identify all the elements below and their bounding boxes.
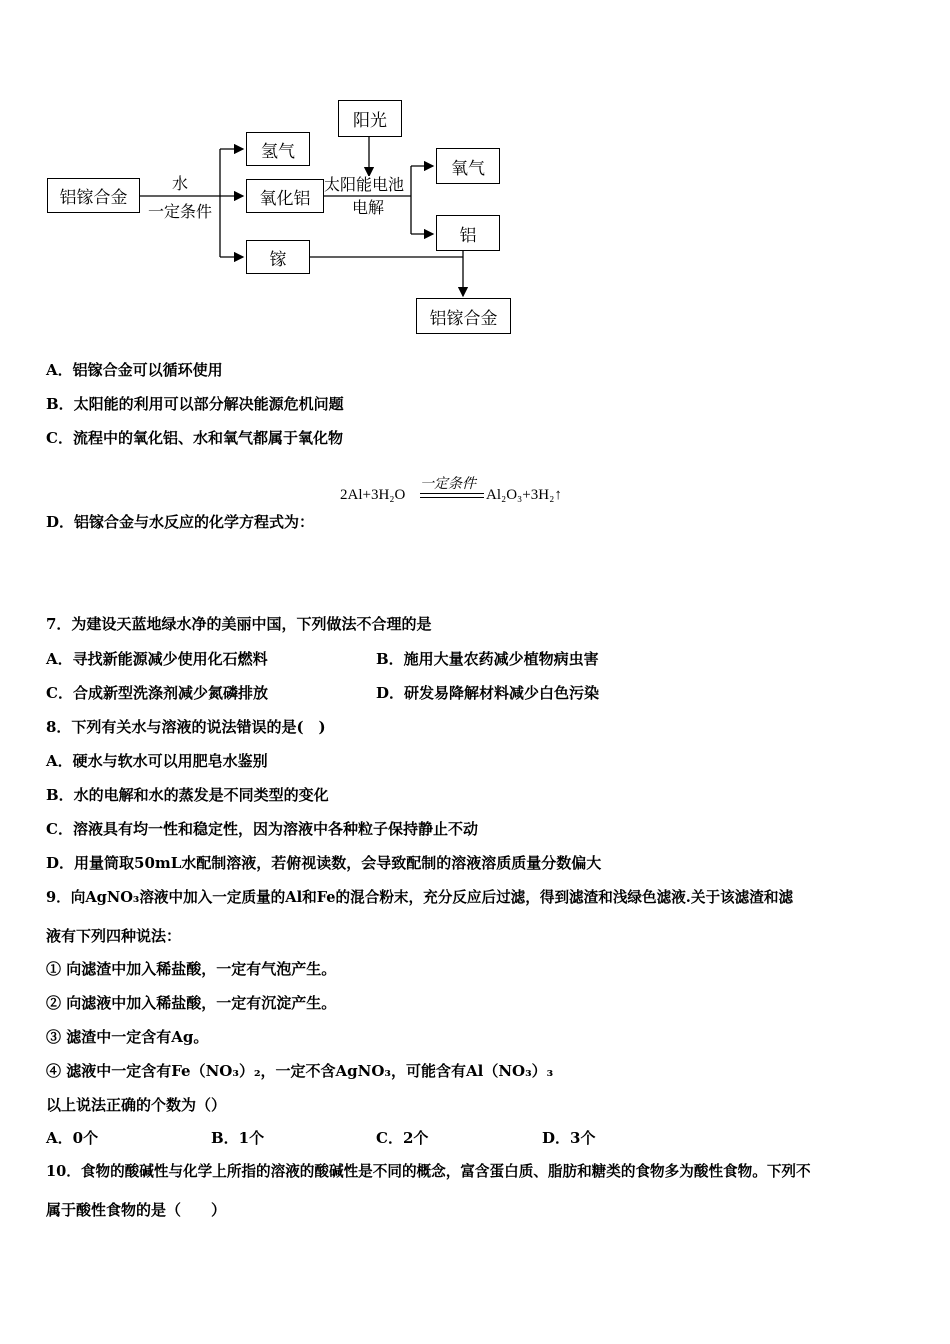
label-electrolysis: 电解 — [352, 198, 385, 217]
q9-stem-line-1: 9．向AgNO₃溶液中加入一定质量的Al和Fe的混合粉末，充分反应后过滤，得到滤渣和浅绿色滤液.关于该滤渣和滤 — [46, 889, 794, 906]
q9-option-b: B．1个 — [211, 1129, 265, 1147]
box-oxygen-label: 氧气 — [451, 158, 485, 179]
q9-option-a: A．0个 — [46, 1129, 99, 1147]
label-water: 水 — [172, 174, 189, 193]
q6-option-d: D．铝镓合金与水反应的化学方程式为： — [46, 513, 315, 531]
q6-option-b: B．太阳能的利用可以部分解决能源危机问题 — [46, 395, 344, 413]
box-alloy-output-label: 铝镓合金 — [429, 308, 498, 329]
q9-statement-1: ① 向滤渣中加入稀盐酸，一定有气泡产生。 — [46, 960, 337, 978]
q9-statement-2: ② 向滤液中加入稀盐酸，一定有沉淀产生。 — [46, 994, 337, 1012]
box-hydrogen — [246, 132, 310, 166]
q6-option-c: C．流程中的氧化铝、水和氧气都属于氧化物 — [46, 429, 343, 447]
q10-stem-line-2: 属于酸性食物的是（ ） — [46, 1201, 227, 1219]
q7-options-row-1 — [46, 649, 846, 669]
box-gallium — [246, 240, 310, 274]
q6-option-a: A．铝镓合金可以循环使用 — [46, 361, 223, 379]
q9-stem-line-2: 液有下列四种说法： — [46, 927, 182, 945]
q8-option-d: D．用量筒取50mL水配制溶液，若俯视读数，会导致配制的溶液溶质质量分数偏大 — [46, 854, 602, 872]
q7-option-a: A．寻找新能源减少使用化石燃料 — [46, 650, 268, 668]
q8-option-a: A．硬水与软水可以用肥皂水鉴别 — [46, 752, 268, 770]
q9-statement-3: ③ 滤渣中一定含有Ag。 — [46, 1028, 209, 1046]
equation-reactants: 2Al+3H₂O — [340, 487, 406, 503]
box-sunlight-label: 阳光 — [353, 111, 387, 131]
q8-stem: 8．下列有关水与溶液的说法错误的是( ) — [46, 718, 326, 736]
q8-option-c: C．溶液具有均一性和稳定性，因为溶液中各种粒子保持静止不动 — [46, 820, 478, 838]
q10-stem-line-1: 10．食物的酸碱性与化学上所指的溶液的酸碱性是不同的概念，富含蛋白质、脂肪和糖类的食物多为酸性食物。下列不 — [46, 1163, 811, 1180]
q8-option-b: B．水的电解和水的蒸发是不同类型的变化 — [46, 786, 329, 804]
box-hydrogen-label: 氢气 — [261, 141, 295, 162]
process-flow-diagram — [0, 0, 950, 345]
box-alumina-label: 氧化铝 — [259, 188, 311, 209]
q7-option-c: C．合成新型洗涤剂减少氮磷排放 — [46, 684, 268, 702]
q7-stem: 7．为建设天蓝地绿水净的美丽中国，下列做法不合理的是 — [46, 615, 432, 633]
q9-ask: 以上说法正确的个数为（） — [46, 1096, 227, 1114]
box-alumina — [246, 179, 324, 213]
box-gallium-label: 镓 — [269, 249, 287, 270]
q7-option-b: B．施用大量农药减少植物病虫害 — [376, 650, 599, 668]
label-condition: 一定条件 — [148, 202, 213, 221]
q9-statement-4: ④ 滤液中一定含有Fe（NO₃）₂，一定不含AgNO₃，可能含有Al（NO₃）₃ — [46, 1062, 554, 1080]
box-aluminum — [436, 215, 500, 251]
box-oxygen — [436, 148, 500, 184]
box-alloy-input — [47, 178, 140, 213]
equation-products: Al₂O₃+3H₂↑ — [486, 487, 562, 503]
box-alloy-output — [416, 298, 511, 334]
q7-options-row-2 — [46, 683, 846, 703]
equation-bar-top — [420, 493, 484, 494]
q9-option-c: C．2个 — [376, 1129, 429, 1147]
q9-option-d: D．3个 — [542, 1129, 596, 1147]
equation-bar-bottom — [420, 497, 484, 498]
box-aluminum-label: 铝 — [459, 225, 477, 246]
q7-option-d: D．研发易降解材料减少白色污染 — [376, 684, 600, 702]
box-sunlight — [338, 100, 402, 137]
equation-condition: 一定条件 — [420, 477, 476, 492]
box-alloy-input-label: 铝镓合金 — [59, 188, 128, 208]
q6-equation — [340, 473, 600, 513]
label-solar-cell: 太阳能电池 — [324, 175, 405, 194]
